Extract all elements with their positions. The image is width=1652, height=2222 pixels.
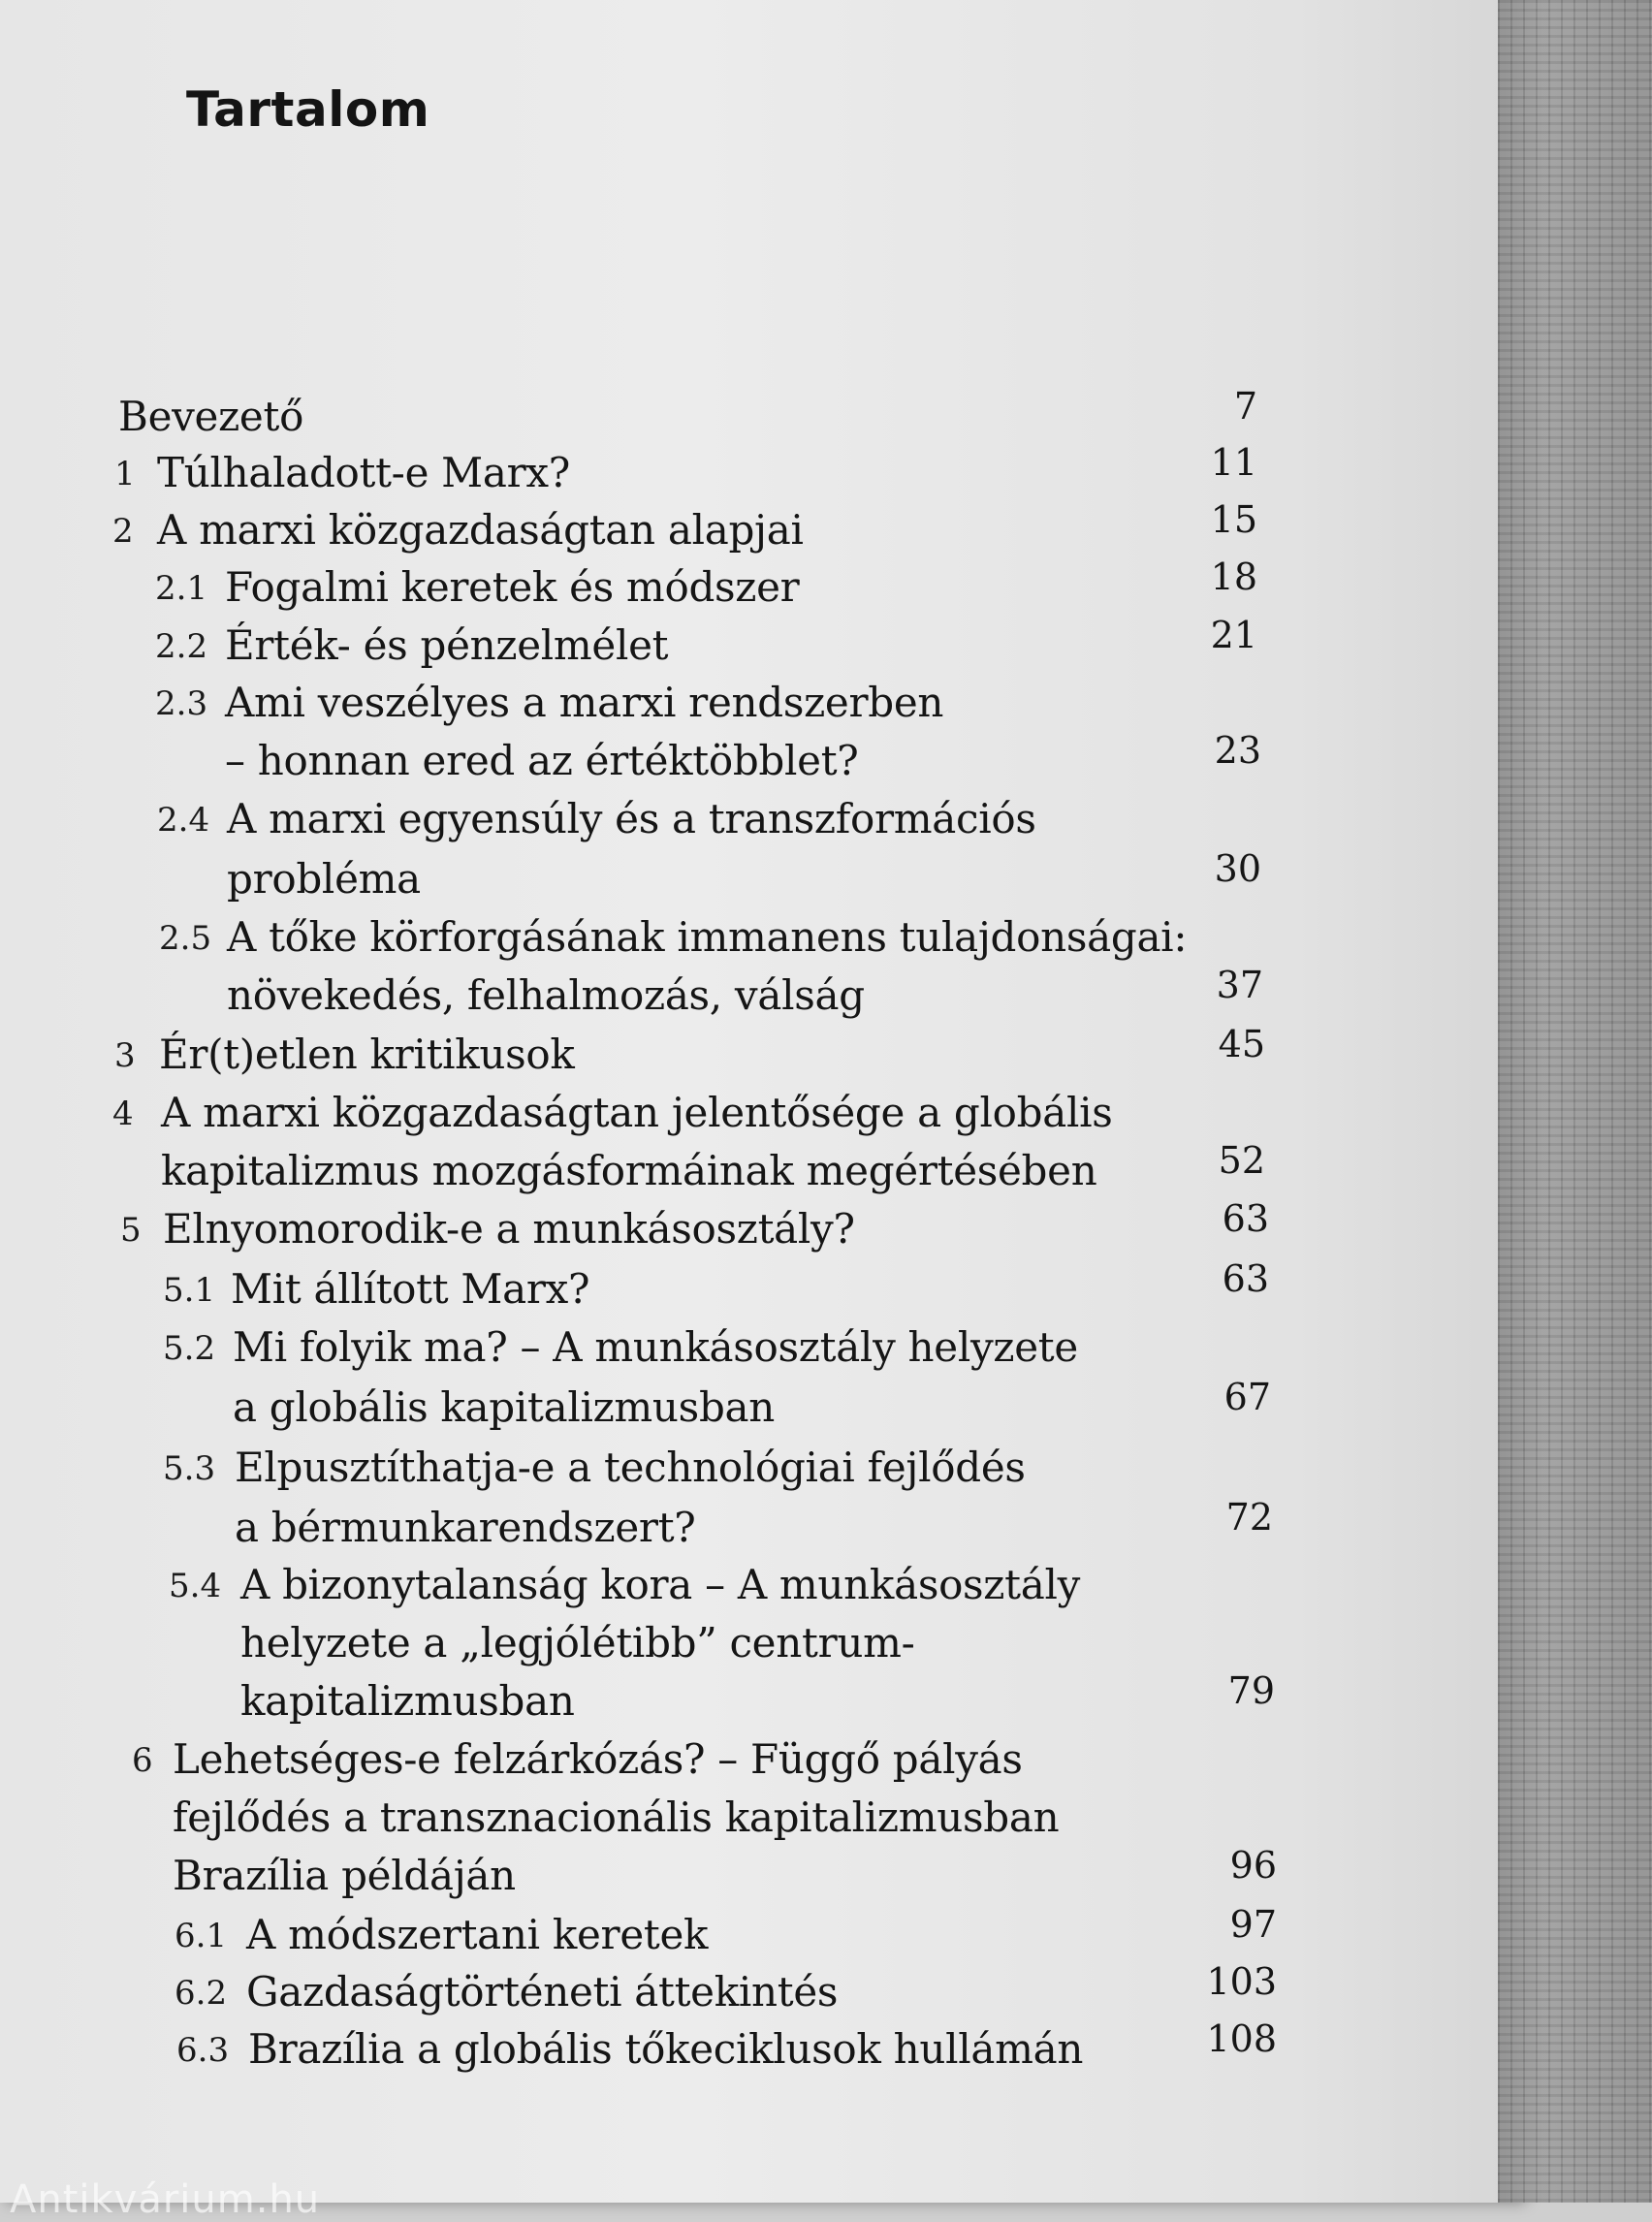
toc-entry-page-number: 97 xyxy=(1229,1903,1277,1946)
page-title: Tartalom xyxy=(186,81,430,138)
toc-entry-title: Gazdaságtörténeti áttekintés xyxy=(246,1968,839,2016)
toc-entry-number: 6.2 xyxy=(175,1974,228,2013)
toc-entry-title: Mi folyik ma? – A munkásosztály helyzete xyxy=(233,1323,1078,1371)
toc-entry-title: A tőke körforgásának immanens tulajdonságai: xyxy=(227,913,1188,961)
toc-entry-title: A marxi közgazdaságtan jelentősége a globális xyxy=(161,1089,1113,1136)
toc-entry-title: A marxi egyensúly és a transzformációs xyxy=(227,795,1036,842)
toc-entry-page-number: 23 xyxy=(1214,729,1261,772)
toc-entry-title: Bevezető xyxy=(118,393,304,440)
toc-entry-number: 4 xyxy=(112,1095,134,1133)
toc-entry-title: probléma xyxy=(227,855,421,903)
toc-entry-title: Ami veszélyes a marxi rendszerben xyxy=(225,679,944,726)
toc-entry-number: 2.1 xyxy=(155,569,208,608)
toc-entry-page-number: 37 xyxy=(1216,964,1263,1006)
toc-entry-page-number: 63 xyxy=(1222,1257,1269,1300)
toc-entry-title: Elnyomorodik-e a munkásosztály? xyxy=(163,1205,855,1253)
toc-entry-page-number: 103 xyxy=(1206,1960,1277,2003)
toc-entry-page-number: 72 xyxy=(1225,1496,1273,1539)
toc-entry-title: – honnan ered az értéktöbblet? xyxy=(225,737,859,784)
toc-entry-number: 2 xyxy=(112,512,134,551)
toc-entry-page-number: 18 xyxy=(1210,556,1257,598)
toc-entry-number: 1 xyxy=(114,455,136,493)
toc-entry-title: Mit állított Marx? xyxy=(231,1265,590,1313)
toc-entry-title: a bérmunkarendszert? xyxy=(235,1504,696,1551)
toc-entry-title: a globális kapitalizmusban xyxy=(233,1383,776,1431)
toc-entry-title: kapitalizmusban xyxy=(240,1677,575,1725)
toc-entry-title: fejlődés a transznacionális kapitalizmusban xyxy=(173,1793,1060,1841)
toc-entry-title: Lehetséges-e felzárkózás? – Függő pályás xyxy=(173,1735,1023,1783)
toc-entry-page-number: 11 xyxy=(1210,441,1257,484)
toc-entry-page-number: 108 xyxy=(1206,2017,1277,2060)
watermark: Antikvárium.hu xyxy=(10,2177,321,2222)
toc-entry-title: Brazília példáján xyxy=(173,1852,516,1899)
toc-entry-page-number: 7 xyxy=(1233,385,1257,428)
toc-entry-page-number: 52 xyxy=(1218,1139,1265,1182)
toc-entry-title: Elpusztíthatja-e a technológiai fejlődés xyxy=(235,1444,1026,1491)
toc-entry-title: helyzete a „legjólétibb” centrum- xyxy=(240,1619,915,1666)
toc-entry-page-number: 96 xyxy=(1229,1844,1277,1887)
toc-entry-page-number: 45 xyxy=(1218,1023,1265,1065)
toc-entry-title: A bizonytalanság kora – A munkásosztály xyxy=(240,1561,1081,1608)
toc-entry-title: A módszertani keretek xyxy=(246,1911,709,1958)
toc-entry-number: 2.3 xyxy=(155,684,208,723)
toc-entry-title: Érték- és pénzelmélet xyxy=(225,621,669,669)
toc-entry-title: Ér(t)etlen kritikusok xyxy=(159,1031,575,1078)
toc-entry-number: 6.3 xyxy=(176,2031,230,2070)
toc-entry-number: 3 xyxy=(114,1036,136,1075)
toc-entry-title: Túlhaladott-e Marx? xyxy=(157,449,571,496)
toc-entry-title: Brazília a globális tőkeciklusok hullámán xyxy=(248,2025,1084,2073)
toc-entry-number: 5 xyxy=(120,1211,142,1250)
toc-entry-page-number: 15 xyxy=(1210,498,1257,541)
toc-entry-number: 5.3 xyxy=(163,1449,216,1488)
toc-entry-title: növekedés, felhalmozás, válság xyxy=(227,971,865,1019)
toc-entry-title: A marxi közgazdaságtan alapjai xyxy=(157,506,804,554)
toc-entry-number: 2.2 xyxy=(155,627,208,666)
book-edge xyxy=(1498,0,1652,2203)
toc-entry-number: 5.4 xyxy=(169,1567,222,1605)
toc-entry-page-number: 21 xyxy=(1210,614,1257,656)
toc-entry-number: 6 xyxy=(132,1741,153,1780)
toc-entry-page-number: 79 xyxy=(1227,1669,1275,1712)
toc-entry-page-number: 30 xyxy=(1214,847,1261,890)
toc-entry-page-number: 63 xyxy=(1222,1197,1269,1240)
toc-entry-number: 5.2 xyxy=(163,1329,216,1368)
toc-entry-number: 2.4 xyxy=(157,801,210,840)
toc-entry-number: 2.5 xyxy=(159,919,212,958)
toc-entry-number: 5.1 xyxy=(163,1271,216,1310)
toc-entry-title: Fogalmi keretek és módszer xyxy=(225,563,800,611)
toc-entry-page-number: 67 xyxy=(1223,1376,1271,1418)
toc-entry-title: kapitalizmus mozgásformáinak megértésében xyxy=(161,1147,1097,1194)
toc-entry-number: 6.1 xyxy=(175,1917,228,1955)
